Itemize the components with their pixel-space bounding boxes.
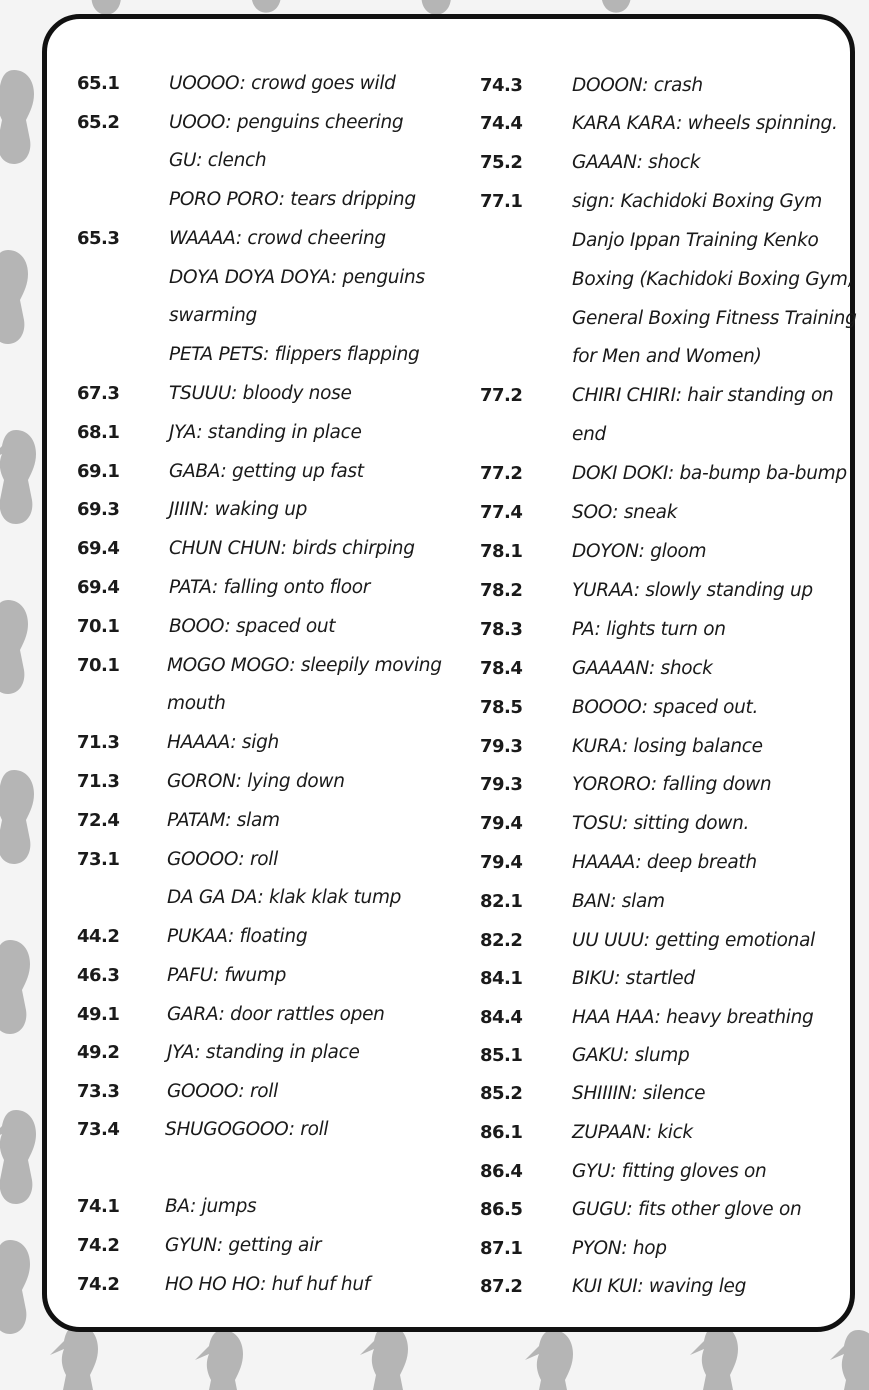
sound-effect-translation: PATA: falling onto floor bbox=[169, 577, 371, 598]
sound-effect-translation: General Boxing Fitness Training bbox=[572, 308, 857, 329]
sound-effect-translation: UU UUU: getting emotional bbox=[572, 930, 815, 951]
sound-effect-translation: DOKI DOKI: ba-bump ba-bump bbox=[572, 463, 847, 484]
page-panel-number: 49.2 bbox=[77, 1042, 120, 1063]
page-panel-number: 74.4 bbox=[480, 113, 523, 134]
page-panel-number: 77.1 bbox=[480, 191, 523, 212]
sound-effect-translation: for Men and Women) bbox=[572, 346, 762, 367]
sound-effect-translation: ZUPAAN: kick bbox=[572, 1122, 693, 1143]
sound-effect-translation: DA GA DA: klak klak tump bbox=[167, 887, 402, 908]
sound-effect-translation: WAAAA: crowd cheering bbox=[169, 228, 386, 249]
sound-effect-translation: HAAAA: deep breath bbox=[572, 852, 757, 873]
page-panel-number: 65.3 bbox=[77, 228, 120, 249]
page-panel-number: 78.1 bbox=[480, 541, 523, 562]
page-panel-number: 69.3 bbox=[77, 499, 120, 520]
sound-effect-translation: GOOOO: roll bbox=[167, 849, 278, 870]
page-panel-number: 85.2 bbox=[480, 1083, 523, 1104]
sound-effect-translation: YORORO: falling down bbox=[572, 774, 772, 795]
page-panel-number: 68.1 bbox=[77, 422, 120, 443]
page-panel-number: 44.2 bbox=[77, 926, 120, 947]
sound-effect-translation: mouth bbox=[167, 693, 226, 714]
page-panel-number: 71.3 bbox=[77, 732, 120, 753]
sound-effect-translation: GORON: lying down bbox=[167, 771, 345, 792]
page-panel-number: 67.3 bbox=[77, 383, 120, 404]
page-panel-number: 73.1 bbox=[77, 849, 120, 870]
page-panel-number: 70.1 bbox=[77, 655, 120, 676]
page-panel-number: 86.4 bbox=[480, 1161, 523, 1182]
page-panel-number: 79.4 bbox=[480, 852, 523, 873]
page-panel-number: 86.5 bbox=[480, 1199, 523, 1220]
page-panel-number: 74.1 bbox=[77, 1196, 120, 1217]
sound-effect-translation: GYU: fitting gloves on bbox=[572, 1161, 767, 1182]
sound-effect-translation: CHUN CHUN: birds chirping bbox=[169, 538, 415, 559]
page-panel-number: 71.3 bbox=[77, 771, 120, 792]
sound-effect-translation: DOYON: gloom bbox=[572, 541, 707, 562]
sound-effect-translation: GAAAN: shock bbox=[572, 152, 701, 173]
page-panel-number: 69.4 bbox=[77, 577, 120, 598]
page-panel-number: 86.1 bbox=[480, 1122, 523, 1143]
sound-effect-translation: TSUUU: bloody nose bbox=[169, 383, 352, 404]
page-panel-number: 49.1 bbox=[77, 1004, 120, 1025]
sound-effect-translation: HO HO HO: huf huf huf bbox=[165, 1274, 370, 1295]
sound-effect-translation: sign: Kachidoki Boxing Gym bbox=[572, 191, 822, 212]
page-panel-number: 69.1 bbox=[77, 461, 120, 482]
page-panel-number: 79.4 bbox=[480, 813, 523, 834]
sound-effect-translation: SHUGOGOOO: roll bbox=[165, 1119, 329, 1140]
sound-effect-translation: GAAAAN: shock bbox=[572, 658, 713, 679]
sound-effect-translation: KARA KARA: wheels spinning. bbox=[572, 113, 838, 134]
sound-effect-translation: DOOON: crash bbox=[572, 75, 703, 96]
page-panel-number: 87.2 bbox=[480, 1276, 523, 1297]
page-panel-number: 74.3 bbox=[480, 75, 523, 96]
page-panel-number: 65.1 bbox=[77, 73, 120, 94]
sound-effect-translation: Boxing (Kachidoki Boxing Gym, bbox=[572, 269, 854, 290]
sound-effect-translation: YURAA: slowly standing up bbox=[572, 580, 813, 601]
sound-effect-translation: BA: jumps bbox=[165, 1196, 257, 1217]
sound-effect-translation: UOOOO: crowd goes wild bbox=[169, 73, 396, 94]
sound-effect-translation: SOO: sneak bbox=[572, 502, 678, 523]
sound-effect-translation: PATAM: slam bbox=[167, 810, 280, 831]
sound-effect-translation: KURA: losing balance bbox=[572, 736, 763, 757]
page-panel-number: 87.1 bbox=[480, 1238, 523, 1259]
page-panel-number: 65.2 bbox=[77, 112, 120, 133]
sound-effect-translation: HAA HAA: heavy breathing bbox=[572, 1007, 814, 1028]
page-panel-number: 70.1 bbox=[77, 616, 120, 637]
sound-effect-translation: BAN: slam bbox=[572, 891, 665, 912]
sound-effect-translation: GAKU: slump bbox=[572, 1045, 690, 1066]
sound-effect-translation: JIIIN: waking up bbox=[169, 499, 308, 520]
page-panel-number: 77.2 bbox=[480, 463, 523, 484]
sound-effect-translation: GU: clench bbox=[169, 150, 267, 171]
sound-effect-translation: PYON: hop bbox=[572, 1238, 667, 1259]
sound-effect-translation: swarming bbox=[169, 305, 257, 326]
penguin-icon-bottom-border bbox=[50, 1325, 869, 1390]
penguin-icon-left-border bbox=[0, 70, 36, 1334]
page-panel-number: 84.1 bbox=[480, 968, 523, 989]
sound-effect-translation: JYA: standing in place bbox=[169, 422, 362, 443]
sound-effect-translation: KUI KUI: waving leg bbox=[572, 1276, 747, 1297]
sound-effect-translation: PA: lights turn on bbox=[572, 619, 726, 640]
sound-effect-translation: end bbox=[572, 424, 606, 445]
page-panel-number: 75.2 bbox=[480, 152, 523, 173]
sound-effect-translation: PAFU: fwump bbox=[167, 965, 287, 986]
sound-effect-translation: PORO PORO: tears dripping bbox=[169, 189, 416, 210]
page-panel-number: 72.4 bbox=[77, 810, 120, 831]
page-panel-number: 74.2 bbox=[77, 1235, 120, 1256]
sound-effect-translation: GYUN: getting air bbox=[165, 1235, 322, 1256]
sound-effect-translation: CHIRI CHIRI: hair standing on bbox=[572, 385, 834, 406]
page-panel-number: 79.3 bbox=[480, 774, 523, 795]
page-panel-number: 78.2 bbox=[480, 580, 523, 601]
sound-effect-translation: BIKU: startled bbox=[572, 968, 695, 989]
page-panel-number: 69.4 bbox=[77, 538, 120, 559]
sound-effect-translation: GOOOO: roll bbox=[167, 1081, 278, 1102]
sound-effect-translation: TOSU: sitting down. bbox=[572, 813, 750, 834]
sound-effect-translation: HAAAA: sigh bbox=[167, 732, 279, 753]
page-panel-number: 73.4 bbox=[77, 1119, 120, 1140]
sound-effect-translation: Danjo Ippan Training Kenko bbox=[572, 230, 819, 251]
page-panel-number: 73.3 bbox=[77, 1081, 120, 1102]
page-panel-number: 84.4 bbox=[480, 1007, 523, 1028]
page-panel-number: 78.5 bbox=[480, 697, 523, 718]
sound-effect-translation: DOYA DOYA DOYA: penguins bbox=[169, 267, 425, 288]
sound-effects-glossary-panel bbox=[42, 14, 855, 1332]
sound-effect-translation: PETA PETS: flippers flapping bbox=[169, 344, 420, 365]
sound-effect-translation: MOGO MOGO: sleepily moving bbox=[167, 655, 442, 676]
page-panel-number: 78.3 bbox=[480, 619, 523, 640]
page-panel-number: 77.2 bbox=[480, 385, 523, 406]
sound-effect-translation: PUKAA: floating bbox=[167, 926, 308, 947]
page-panel-number: 85.1 bbox=[480, 1045, 523, 1066]
sound-effect-translation: GUGU: fits other glove on bbox=[572, 1199, 802, 1220]
penguin-icon-top-border bbox=[81, 0, 634, 15]
sound-effect-translation: JYA: standing in place bbox=[167, 1042, 360, 1063]
sound-effect-translation: UOOO: penguins cheering bbox=[169, 112, 404, 133]
page-panel-number: 79.3 bbox=[480, 736, 523, 757]
sound-effect-translation: BOOO: spaced out bbox=[169, 616, 336, 637]
page-panel-number: 78.4 bbox=[480, 658, 523, 679]
page-panel-number: 82.2 bbox=[480, 930, 523, 951]
sound-effect-translation: GABA: getting up fast bbox=[169, 461, 364, 482]
page-panel-number: 46.3 bbox=[77, 965, 120, 986]
sound-effect-translation: SHIIIIN: silence bbox=[572, 1083, 706, 1104]
sound-effect-translation: BOOOO: spaced out. bbox=[572, 697, 759, 718]
page-panel-number: 74.2 bbox=[77, 1274, 120, 1295]
page-panel-number: 82.1 bbox=[480, 891, 523, 912]
sound-effect-translation: GARA: door rattles open bbox=[167, 1004, 385, 1025]
page-panel-number: 77.4 bbox=[480, 502, 523, 523]
